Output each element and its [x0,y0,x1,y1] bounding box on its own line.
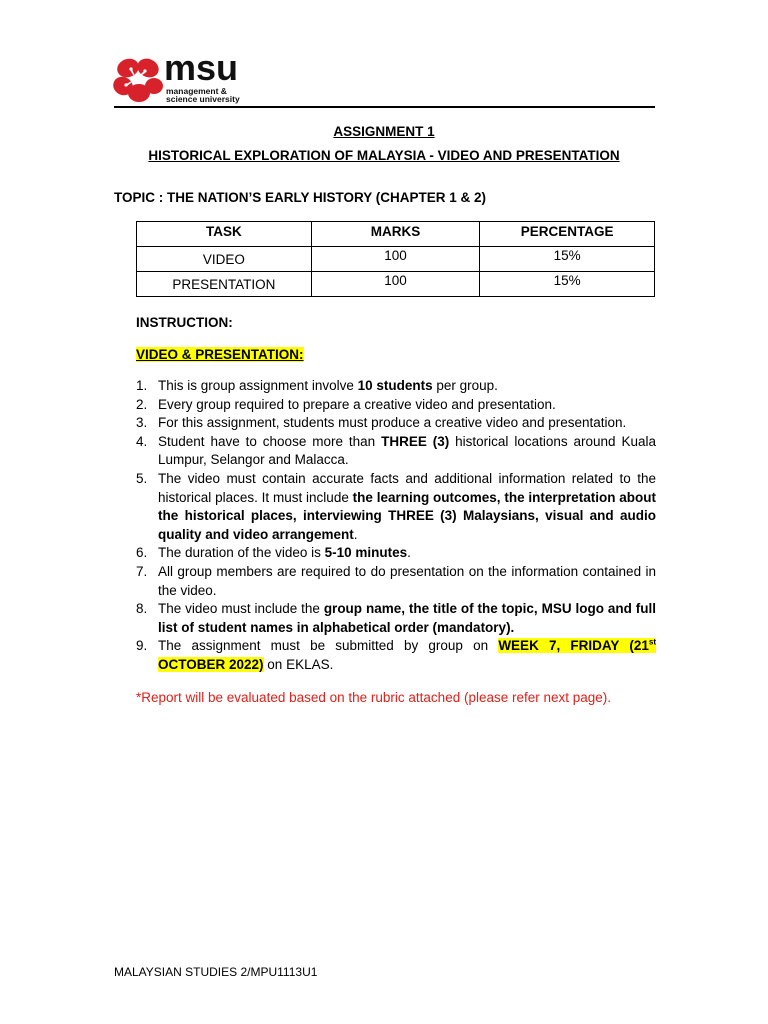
item-text: This is group assignment involve [158,378,358,393]
item-number: 2. [136,396,148,412]
logo-wordmark: msu [164,47,239,88]
logo-subtitle [166,87,240,103]
table-cell: 15% [480,272,655,297]
table-header: MARKS [311,222,480,247]
table-cell: 100 [311,247,480,272]
item-text: For this assignment, students must produce a creative video and presentation. [158,415,627,431]
item-emphasis: 10 students [357,378,433,393]
table-row [137,247,655,272]
item-text: per group. [432,378,498,393]
list-item [136,563,656,600]
logo-subtitle-line2: science university [166,94,240,104]
item-text: The video must contain accurate facts and additional information related to the historical places. It must include [158,470,656,505]
item-number: 4. [136,433,148,449]
instruction-list [136,377,656,675]
assignment-title: HISTORICAL EXPLORATION OF MALAYSIA - VIDEO AND PRESENTATION [148,148,620,163]
list-item [136,544,656,563]
list-item [136,637,656,674]
item-number: 6. [136,545,148,561]
item-text: Every group required to prepare a creative video and presentation. [158,396,556,412]
list-item [136,470,656,544]
page-footer: MALAYSIAN STUDIES 2/MPU1113U1 [114,965,318,979]
table-header-row [137,222,655,247]
topic-line: TOPIC : THE NATION’S EARLY HISTORY (CHAPTER 1 & 2) [114,190,487,205]
list-item [136,433,656,470]
item-number: 8. [136,601,148,617]
logo-subtitle-line1: management & [166,86,227,96]
item-text: Student have to choose more than [158,433,382,449]
item-text: The video must include the [158,601,324,617]
table-header: PERCENTAGE [480,222,655,247]
item-text: historical locations around Kuala Lumpur, Selangor and Malacca. [158,433,656,468]
table-cell: PRESENTATION [137,272,312,297]
item-text: on EKLAS. [263,656,334,672]
item-number: 3. [136,415,148,431]
list-item [136,414,656,433]
marks-table [136,221,655,297]
section-label: VIDEO & PRESENTATION: [136,347,304,362]
item-text: All group members are required to do presentation on the information contained in the video. [158,563,656,598]
header-rule [114,106,655,108]
table-cell: VIDEO [137,247,312,272]
table-cell: 15% [480,247,655,272]
item-number: 1. [136,378,148,393]
rubric-note: *Report will be evaluated based on the rubric attached (please refer next page). [136,690,612,705]
item-text: . [407,545,411,561]
deadline-text: OCTOBER 2022) [158,656,264,672]
deadline-text: WEEK 7, FRIDAY (21 [498,638,649,654]
table-cell: 100 [311,272,480,297]
item-text: The duration of the video is [158,545,325,561]
table-row [137,272,655,297]
item-number: 9. [136,638,148,654]
item-number: 7. [136,563,148,579]
hibiscus-icon [112,56,164,104]
item-emphasis: THREE (3) [381,433,450,449]
item-emphasis: group name, the title of the topic, MSU logo and full list of student names in alphabetical order (mandatory). [158,601,656,635]
ordinal-suffix: st [648,637,657,647]
instruction-label: INSTRUCTION: [136,315,233,330]
item-text: The assignment must be submitted by group on [158,638,499,654]
list-item [136,600,656,637]
item-number: 5. [136,470,148,486]
list-item [136,396,656,415]
item-text: . [353,526,358,542]
item-emphasis: the learning outcomes, the interpretation about the historical places, interviewing THREE (3) Malaysians, visual and audio quality and video arrangement [158,489,656,542]
item-emphasis: 5-10 minutes [324,545,408,561]
msu-logo [112,47,252,106]
list-item [136,377,656,396]
table-header: TASK [137,222,312,247]
assignment-heading: ASSIGNMENT 1 [333,124,435,139]
